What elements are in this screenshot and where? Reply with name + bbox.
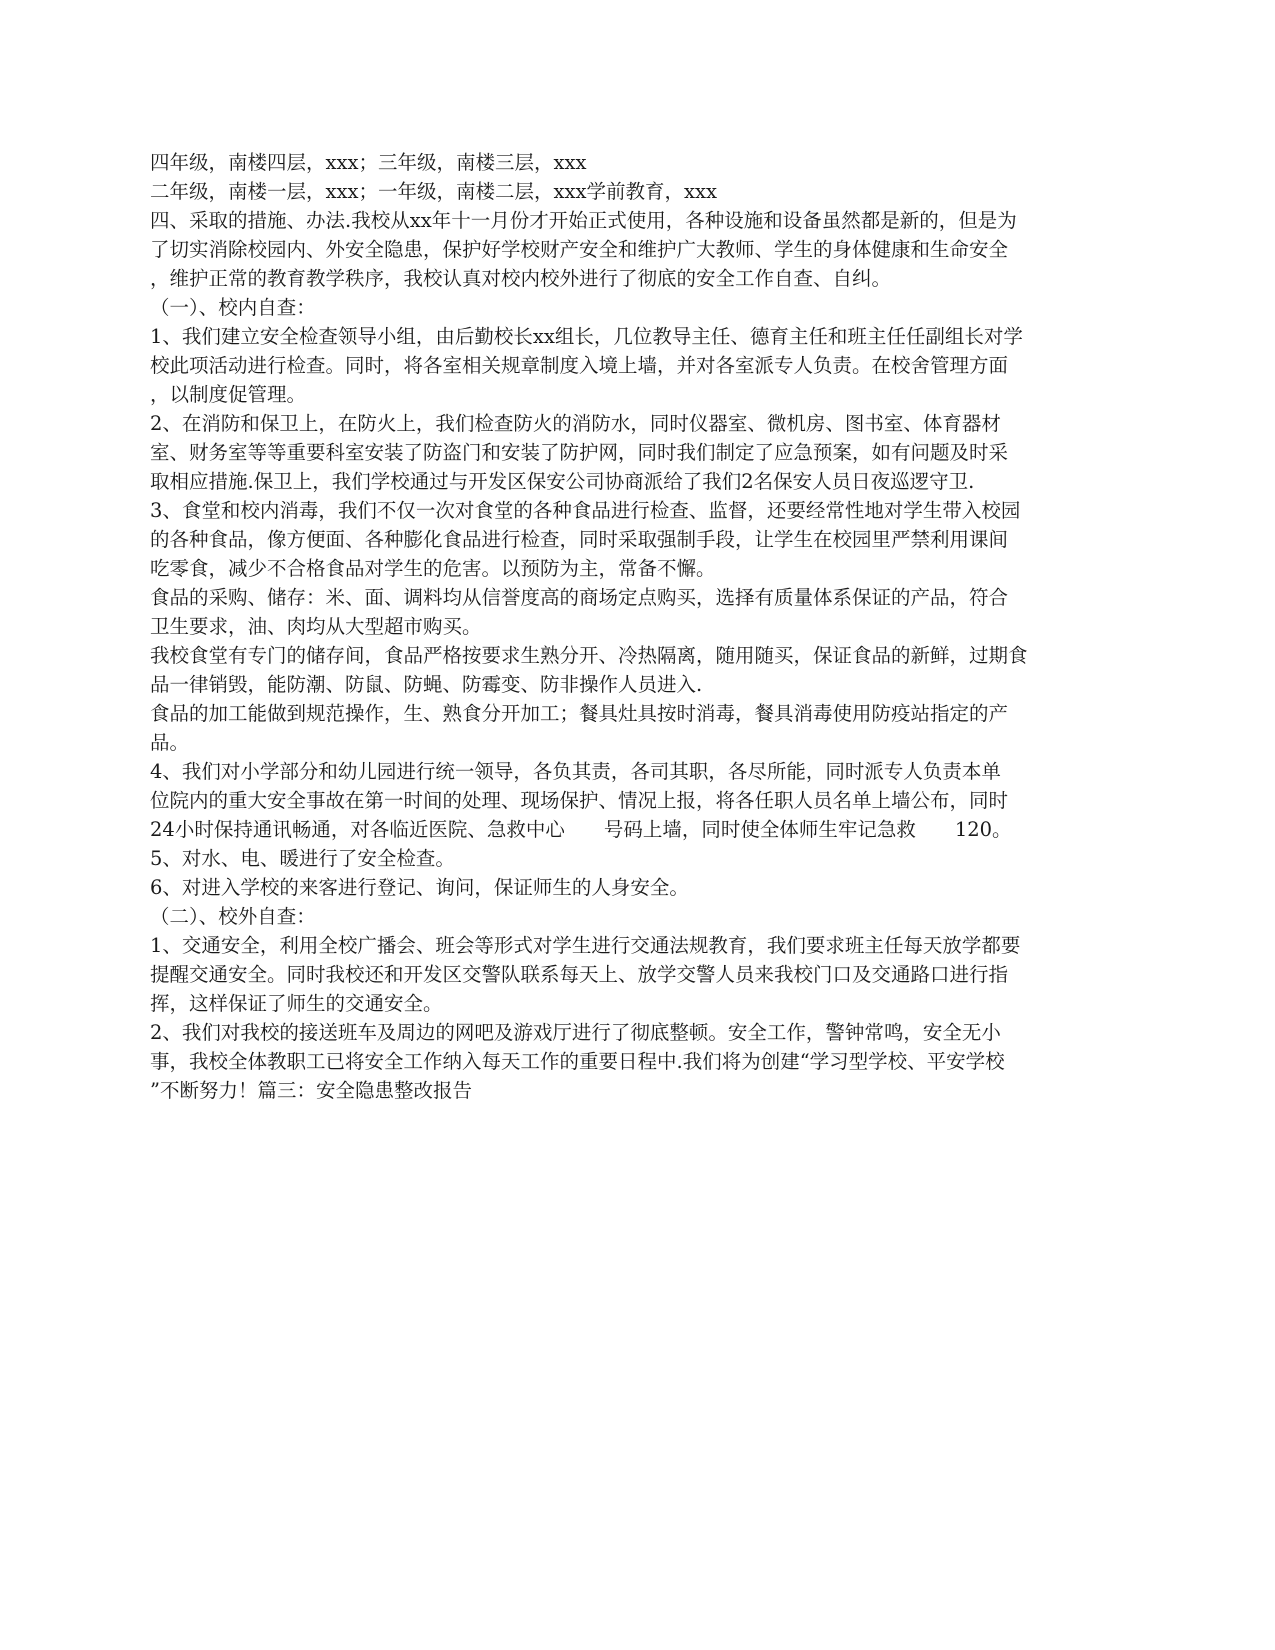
text-line: 食品的加工能做到规范操作，生、熟食分开加工；餐具灶具按时消毒，餐具消毒使用防疫站指定的产	[150, 702, 1009, 725]
text-line: 24小时保持通讯畅通，对各临近医院、急救中心 号码上墙，同时使全体师生牢记急救 120。	[150, 818, 1012, 841]
text-line: 提醒交通安全。同时我校还和开发区交警队联系每天上、放学交警人员来我校门口及交通路口进行指	[150, 963, 1009, 986]
text-line: 我校食堂有专门的储存间，食品严格按要求生熟分开、冷热隔离，随用随买，保证食品的新鲜，过期食	[150, 644, 1028, 667]
text-line: 1、交通安全，利用全校广播会、班会等形式对学生进行交通法规教育，我们要求班主任每天放学都要	[150, 934, 1021, 957]
text-line: 二年级，南楼一层，xxx；一年级，南楼二层，xxx学前教育，xxx	[150, 180, 717, 203]
text-line: 3、食堂和校内消毒，我们不仅一次对食堂的各种食品进行检查、监督，还要经常性地对学生带入校园	[150, 499, 1021, 522]
text-line: 室、财务室等等重要科室安装了防盗门和安装了防护网，同时我们制定了应急预案，如有问题及时采	[150, 441, 1009, 464]
text-line: 挥，这样保证了师生的交通安全。	[150, 992, 443, 1015]
text-line: 2、我们对我校的接送班车及周边的网吧及游戏厅进行了彻底整顿。安全工作，警钟常鸣，安全无小	[150, 1021, 1001, 1044]
text-line: 四、采取的措施、办法.我校从xx年十一月份才开始正式使用，各种设施和设备虽然都是新的，但是为	[150, 209, 1017, 232]
document-body	[150, 148, 1130, 1105]
text-line: ，以制度促管理。	[150, 383, 307, 406]
text-line: ”不断努力！篇三：安全隐患整改报告	[150, 1079, 472, 1102]
text-line: 食品的采购、储存：米、面、调料均从信誉度高的商场定点购买，选择有质量体系保证的产品，符合	[150, 586, 1009, 609]
text-line: 品一律销毁，能防潮、防鼠、防蝇、防霉变、防非操作人员进入.	[150, 673, 703, 696]
text-line: 事，我校全体教职工已将安全工作纳入每天工作的重要日程中.我们将为创建“学习型学校、平安学校	[150, 1050, 1005, 1073]
section-heading: （二）、校外自查：	[150, 905, 316, 928]
text-line: 了切实消除校园内、外安全隐患，保护好学校财产安全和维护广大教师、学生的身体健康和生命安全	[150, 238, 1009, 261]
text-line: 校此项活动进行检查。同时，将各室相关规章制度入境上墙，并对各室派专人负责。在校舍管理方面	[150, 354, 1009, 377]
text-line: 卫生要求，油、肉均从大型超市购买。	[150, 615, 482, 638]
text-line: 6、对进入学校的来客进行登记、询问，保证师生的人身安全。	[150, 876, 689, 899]
text-line: 2、在消防和保卫上，在防火上，我们检查防火的消防水，同时仪器室、微机房、图书室、体育器材	[150, 412, 1001, 435]
text-line: 品。	[150, 731, 190, 754]
text-line: 取相应措施.保卫上，我们学校通过与开发区保安公司协商派给了我们2名保安人员日夜巡逻守卫.	[150, 470, 975, 493]
text-line: 1、我们建立安全检查领导小组，由后勤校长xx组长，几位教导主任、德育主任和班主任任副组长对学	[150, 325, 1023, 348]
text-line: 的各种食品，像方便面、各种膨化食品进行检查，同时采取强制手段，让学生在校园里严禁利用课间	[150, 528, 1009, 551]
text-line: ，维护正常的教育教学秩序，我校认真对校内校外进行了彻底的安全工作自查、自纠。	[150, 267, 892, 290]
text-line: 4、我们对小学部分和幼儿园进行统一领导，各负其责，各司其职，各尽所能，同时派专人负责本单	[150, 760, 1001, 783]
section-heading: （一）、校内自查：	[150, 296, 316, 319]
text-line: 5、对水、电、暖进行了安全检查。	[150, 847, 455, 870]
text-line: 四年级，南楼四层，xxx；三年级，南楼三层，xxx	[150, 151, 587, 174]
text-line: 位院内的重大安全事故在第一时间的处理、现场保护、情况上报，将各任职人员名单上墙公布，同时	[150, 789, 1009, 812]
text-line: 吃零食，减少不合格食品对学生的危害。以预防为主，常备不懈。	[150, 557, 716, 580]
